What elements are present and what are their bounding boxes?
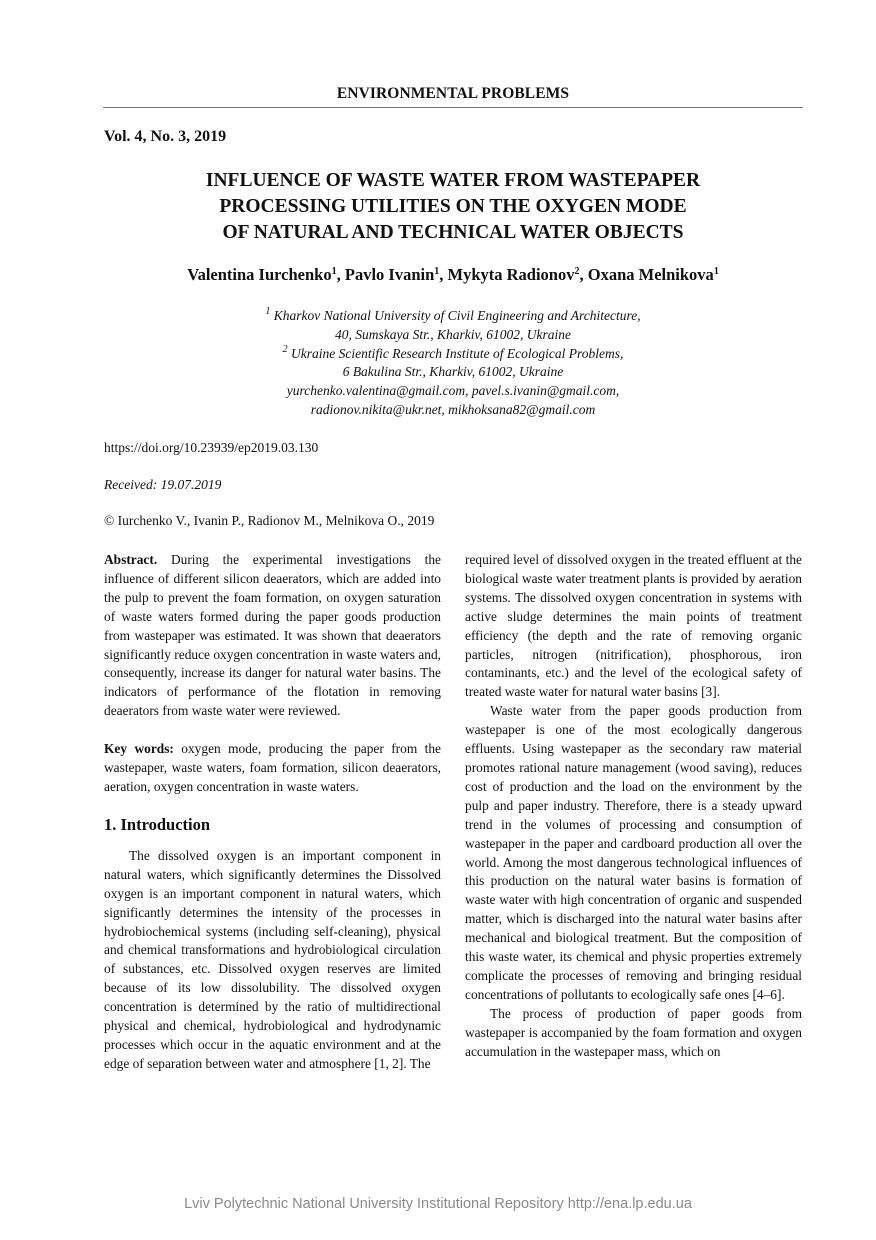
author-separator: , (579, 265, 588, 284)
author-name: Mykyta Radionov (447, 265, 575, 284)
abstract-label: Abstract. (104, 552, 158, 567)
affiliation-1 (103, 307, 803, 326)
abstract-text: During the experimental investigations the influence of different silicon deaerators, which are added into the pulp to prevent the foam formation, on oxygen saturation of waste waters formed during the paper goods production from wastepaper was estimated. It was shown that deaerators significantly reduce oxygen concentration in waste waters and, consequently, increase its danger for natural water basins. The indicators of performance of the flotation in removing deaerators from waste water were reviewed. (104, 552, 441, 719)
affiliation-number: 2 (282, 343, 288, 355)
title-line: OF NATURAL AND TECHNICAL WATER OBJECTS (222, 222, 684, 243)
affiliations (103, 307, 803, 420)
author-name: Pavlo Ivanin (344, 265, 435, 284)
body-paragraph: The process of production of paper goods from wastepaper is accompanied by the foam formation and oxygen accumulation in the wastepaper mass, which on (465, 1005, 802, 1059)
copyright-notice: © Iurchenko V., Ivanin P., Radionov M., Melnikova O., 2019 (104, 513, 435, 528)
affiliation-number: 1 (265, 306, 271, 317)
body-paragraph: The dissolved oxygen is an important component in natural waters, which significantly determines the Dissolved oxygen is an important component in natural waters, which significantly determines the intensity of the processes in hydrobiochemical systems (including self-cleaning), physical and chemical transformations and hydrobiological circulation of substances, etc. Dissolved oxygen reserves are limited because of its low dissolubility. The dissolved oxygen concentration is determined by the ratio of multidirectional physical and chemical, hydrobiological and hydrodynamic processes which occur in the aquatic environment and at the edge of separation between water and atmosphere [1, 2]. The (104, 847, 441, 1071)
volume-issue: Vol. 4, No. 3, 2019 (104, 128, 227, 145)
body-paragraph: Waste water from the paper goods production from wastepaper is one of the most ecologically dangerous effluents. Using wastepaper as the secondary raw material promotes rational nature management (wood saving), reduces cost of production and the load on the environment by the pulp and paper industry. Therefore, there is a steady upward trend in the volumes of processing and consumption of wastepaper in the paper and cardboard production all over the world. Among the most dangerous technological influences of this production on the natural water basins is formation of waste water with high concentration of organic and suspended matter, which is discharged into the natural water basins after mechanical and biological treatment. But the composition of this waste water, its chemical and physic properties extremely complicate the processes of removing and bringing residual concentrations of pollutants to ecologically safe ones [4–6]. (465, 703, 802, 1002)
affiliation-marker: 1 (434, 266, 440, 277)
affiliation-marker: 2 (574, 266, 580, 277)
author-separator: , (439, 265, 448, 284)
affiliation-name: Ukraine Scientific Research Institute of Ecological Problems, (291, 345, 624, 361)
title-line: PROCESSING UTILITIES ON THE OXYGEN MODE (219, 196, 687, 217)
body-paragraph-continued: required level of dissolved oxygen in the treated effluent at the biological waste water treatment plants is provided by aeration systems. The dissolved oxygen concentration in systems with active sludge determines the main points of treatment efficiency (the depth and the rate of removing organic particles, nitrogen (nitrification), phosphorous, iron contaminants, etc.) and the level of the ecological safety of treated waste water for natural water basins [3]. (465, 552, 802, 700)
left-column (104, 551, 441, 1074)
paper-title (103, 168, 803, 246)
title-line: INFLUENCE OF WASTE WATER FROM WASTEPAPER (205, 170, 701, 191)
affiliation-name: Kharkov National University of Civil Engineering and Architecture, (273, 308, 641, 323)
affiliation-2 (103, 345, 803, 364)
affiliation-1-address: 40, Sumskaya Str., Kharkiv, 61002, Ukraine (335, 326, 571, 342)
affiliation-2-address: 6 Bakulina Str., Kharkiv, 61002, Ukraine (342, 364, 564, 380)
received-date: Received: 19.07.2019 (104, 477, 222, 492)
author-name: Valentina Iurchenko (187, 265, 332, 284)
journal-name: ENVIRONMENTAL PROBLEMS (336, 85, 570, 102)
author-emails[interactable]: yurchenko.valentina@gmail.com, pavel.s.ivanin@gmail.com, (286, 383, 620, 399)
repository-footer: Lviv Polytechnic National University Institutional Repository http://ena.lp.edu.ua (184, 1196, 692, 1212)
keywords (104, 740, 441, 797)
affiliation-marker: 1 (713, 266, 719, 277)
author-separator: , (336, 265, 345, 284)
header-divider (103, 107, 803, 108)
keywords-text: oxygen mode, producing the paper from the wastepaper, waste waters, foam formation, silicon deaerators, aeration, oxygen concentration in waste waters. (104, 741, 441, 794)
author-name: Oxana Melnikova (587, 265, 714, 284)
author-list (103, 265, 803, 285)
author-emails[interactable]: radionov.nikita@ukr.net, mikhoksana82@gmail.com (310, 401, 596, 417)
doi-link[interactable]: https://doi.org/10.23939/ep2019.03.130 (104, 440, 319, 455)
abstract (104, 551, 441, 721)
right-column (465, 551, 802, 1061)
keywords-label: Key words: (104, 741, 174, 757)
affiliation-marker: 1 (331, 266, 337, 277)
section-heading-introduction: 1. Introduction (104, 814, 211, 834)
